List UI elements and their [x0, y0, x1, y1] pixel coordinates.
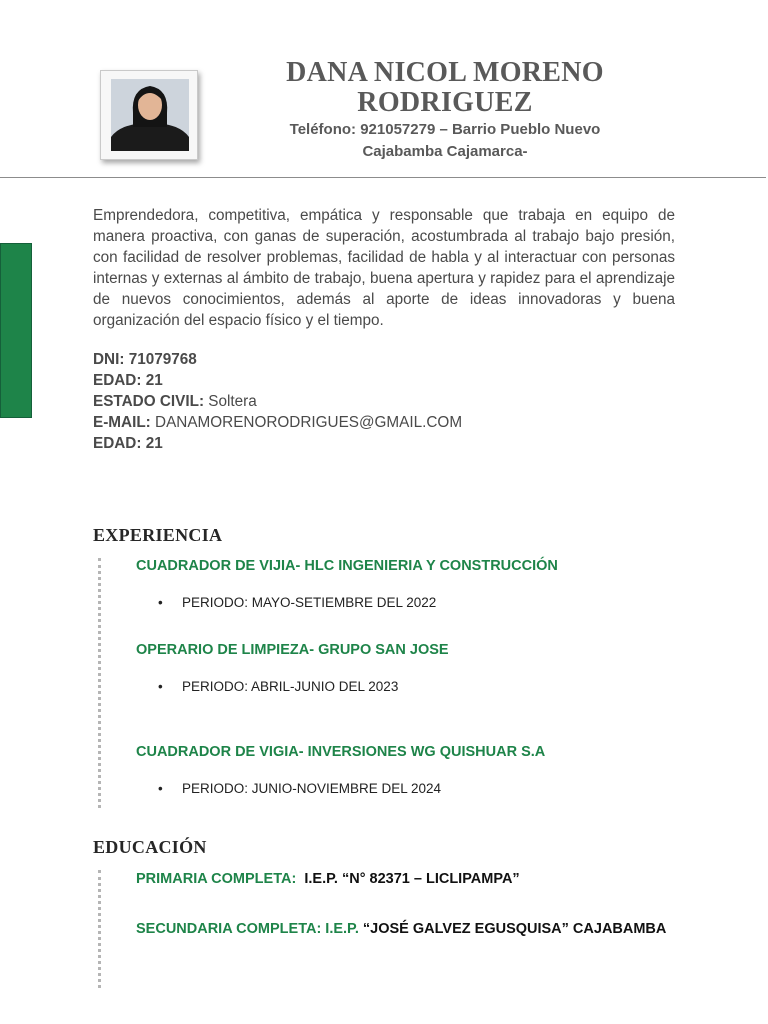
- contact-line-1: Teléfono: 921057279 – Barrio Pueblo Nuevo: [289, 121, 601, 138]
- profile-summary: Emprendedora, competitiva, empática y responsable que trabaja en equipo de manera proactiva, con ganas de superación, acostumbrada al trabajo bajo presión, con facilidad de resolver problemas, facilidad de habla y al interactuar con personas internas y externas al ámbito de trabajo, buena apertura y rapidez para el aprendizaje de nuevos conocimientos, además al aporte de ideas innovadoras y buena organización del espacio físico y el tiempo.: [93, 207, 675, 329]
- info-age-repeat: EDAD: 21: [93, 435, 163, 452]
- name-line-1: DANA NICOL MORENO: [286, 57, 604, 88]
- education-secondary-label: SECUNDARIA COMPLETA: I.E.P.: [136, 921, 359, 937]
- green-side-bar: [0, 243, 32, 418]
- info-age: EDAD: 21: [93, 372, 163, 389]
- bullet-2: •: [158, 679, 163, 694]
- education-primary-school: I.E.P. “N° 82371 – LICLIPAMPA”: [296, 871, 520, 887]
- education-primary-label: PRIMARIA COMPLETA:: [136, 871, 297, 887]
- header-divider: [0, 177, 766, 178]
- job-title-3: CUADRADOR DE VIGIA- INVERSIONES WG QUISHUAR S.A: [136, 744, 546, 760]
- info-email: E-MAIL: DANAMORENORODRIGUES@GMAIL.COM: [93, 414, 463, 431]
- education-dotted-line: [98, 870, 101, 988]
- personal-info: [93, 349, 462, 454]
- bullet-3: •: [158, 781, 163, 796]
- education-heading: EDUCACIÓN: [93, 837, 207, 857]
- job-period-1: PERIODO: MAYO-SETIEMBRE DEL 2022: [182, 595, 437, 610]
- job-period-3: PERIODO: JUNIO-NOVIEMBRE DEL 2024: [182, 781, 442, 796]
- name-line-2: RODRIGUEZ: [357, 87, 533, 118]
- education-primary: [136, 871, 520, 887]
- candidate-name: [250, 58, 640, 118]
- profile-photo: [100, 70, 198, 160]
- experience-heading: EXPERIENCIA: [93, 525, 223, 545]
- job-period-2: PERIODO: ABRIL-JUNIO DEL 2023: [182, 679, 399, 694]
- bullet-1: •: [158, 595, 163, 610]
- education-secondary-school: “JOSÉ GALVEZ EGUSQUISA” CAJABAMBA: [358, 921, 667, 937]
- education-secondary: [136, 921, 666, 937]
- contact-line-2: Cajabamba Cajamarca-: [362, 143, 528, 160]
- experience-dotted-line: [98, 558, 101, 808]
- info-civil-status: ESTADO CIVIL: Soltera: [93, 393, 257, 410]
- portrait-image: [111, 79, 189, 151]
- contact-info: [250, 119, 640, 163]
- job-title-1: CUADRADOR DE VIJIA- HLC INGENIERIA Y CONSTRUCCIÓN: [136, 558, 558, 574]
- info-dni: DNI: 71079768: [93, 351, 197, 368]
- job-title-2: OPERARIO DE LIMPIEZA- GRUPO SAN JOSE: [136, 642, 449, 658]
